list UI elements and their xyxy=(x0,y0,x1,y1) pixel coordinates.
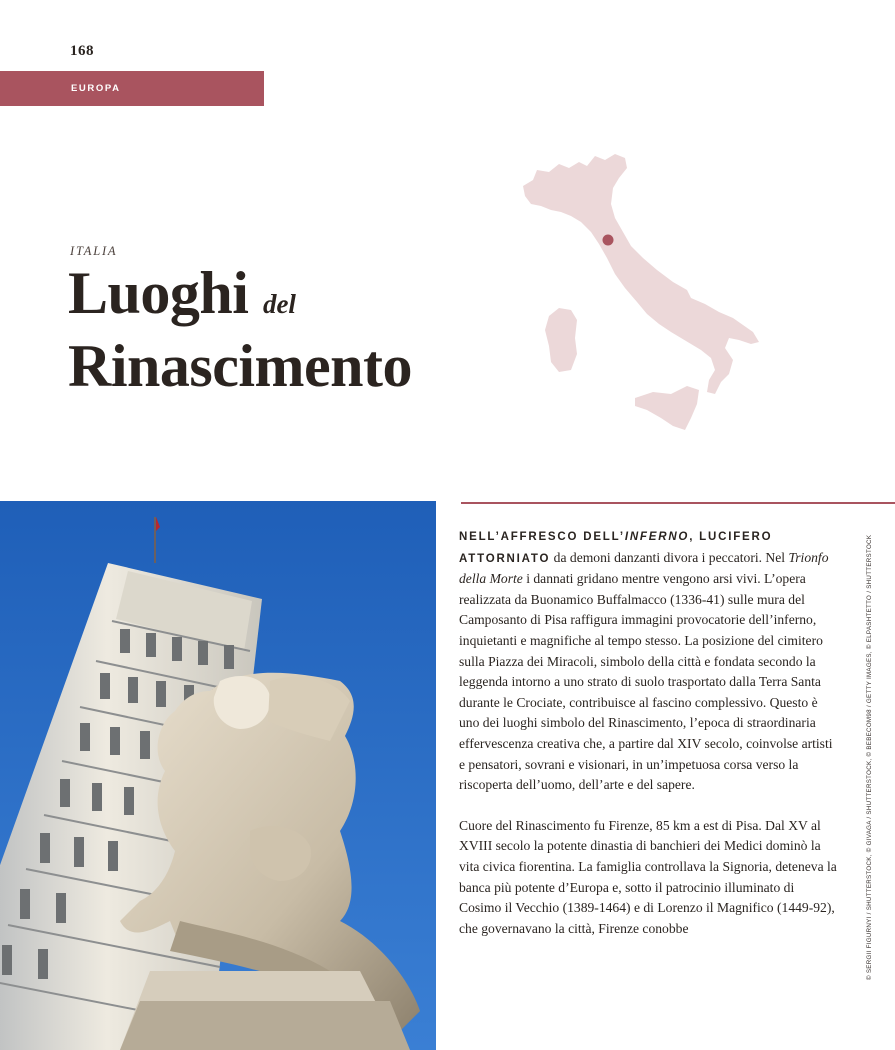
title-line-2: Rinascimento xyxy=(68,333,412,399)
lead-in-part-1: NELL’AFFRESCO DELL’ xyxy=(459,531,625,543)
page-number: 168 xyxy=(70,43,94,59)
pisa-tower-statue-photo xyxy=(0,501,436,1050)
sicily-shape xyxy=(635,386,699,430)
section-label: EUROPA xyxy=(71,83,121,94)
title-word-1: Luoghi xyxy=(68,260,249,326)
pisa-location-marker xyxy=(603,235,614,246)
italy-map-icon xyxy=(515,148,765,438)
sardinia-shape xyxy=(545,308,577,372)
article-paragraph-2: Cuore del Rinascimento fu Firenze, 85 km a est di Pisa. Dal XV al XVIII secolo la potente dinastia di banchieri dei Medici dominò la vita civica fiorentina. La famiglia controllava la Signoria, deteneva la banca più potente d’Europa e, sotto il patrocinio illuminato di Cosimo il Vecchio (1389-1464) e di Lorenzo il Magnifico (1449-92), che governavano la città, Firenze conobbe xyxy=(459,817,837,936)
photo-credits xyxy=(866,530,876,980)
paragraph-1-part-a: da demoni danzanti divora i peccatori. Nel xyxy=(550,549,789,565)
title-word-2: del xyxy=(262,289,296,319)
article-paragraph-1 xyxy=(459,526,837,796)
lead-in-italic: INFERNO xyxy=(624,531,690,543)
article-body xyxy=(459,526,837,939)
section-band xyxy=(0,71,264,106)
country-kicker: ITALIA xyxy=(70,244,118,258)
photo-credits-text: © SERGII FIGURNYI / SHUTTERSTOCK, © GIVAGA / SHUTTERSTOCK, © BEBECOM98 / GETTY IMAGES, © ELPASHTETTO / SHUTTERSTOCK xyxy=(866,534,873,980)
page-title xyxy=(68,262,412,397)
paragraph-1-italic: Trionfo della Morte xyxy=(459,549,829,587)
section-rule xyxy=(461,502,895,504)
lead-in-part-2: , LUCIFERO ATTORNIATO xyxy=(459,531,773,565)
paragraph-1-part-b: i dannati gridano mentre vengono arsi vivi. L’opera realizzata da Buonamico Buffalmacco (1336-41) sulle mura del Camposanto di Pisa raffigura immagini provocatorie dell’inferno, inquietanti e magnifiche al tempo stesso. La posizione del cimitero sulla Piazza dei Miracoli, simbolo della città e fondata secondo la leggenda intorno a uno strato di suolo trasportato dalla Terra Santa durante le Crociate, contribuisce al fascino complessivo. Questo è uno dei luoghi simbolo del Rinascimento, l’epoca di straordinaria effervescenza creativa che, a partire dal XIV secolo, coinvolse artisti e pensatori, sovrani e visionari, in un’impetuosa corsa verso la riscoperta dell’uomo, dell’arte e del sapere. xyxy=(459,571,833,793)
